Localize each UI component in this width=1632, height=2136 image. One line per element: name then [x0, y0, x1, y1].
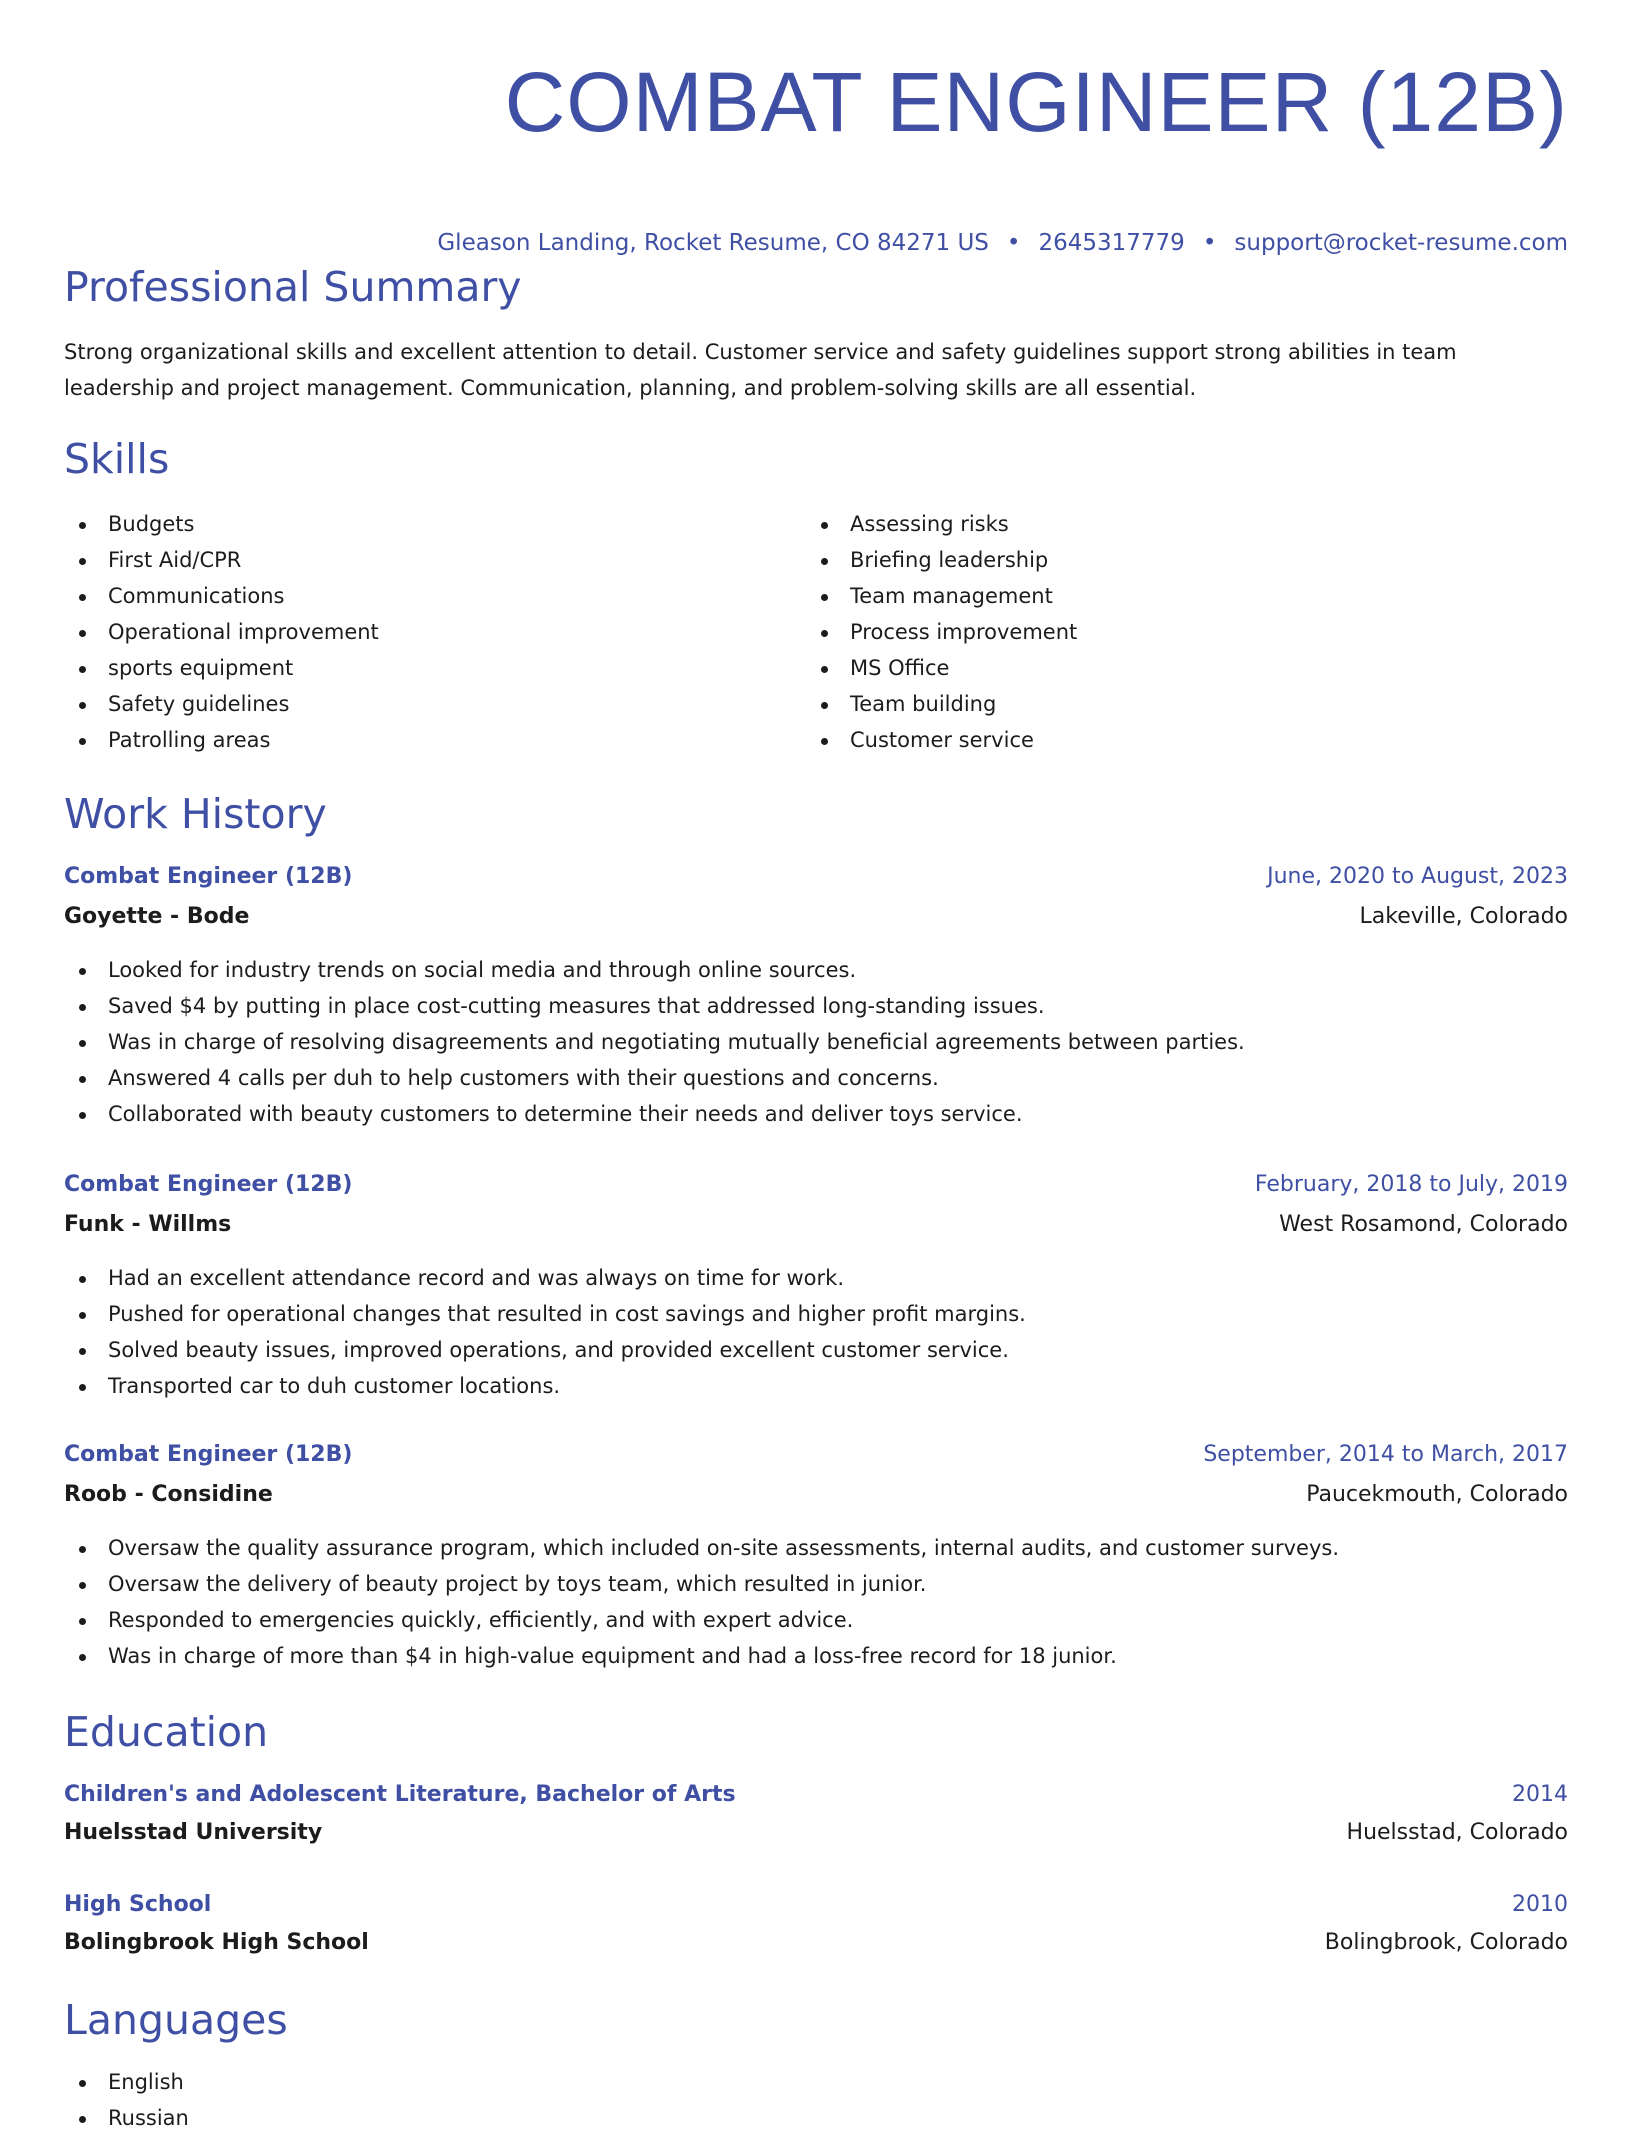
education-degree-row: [64, 1888, 1568, 1922]
contact-separator: •: [1202, 230, 1217, 256]
languages-list: [64, 2064, 189, 2136]
contact-email: support@rocket-resume.com: [1234, 230, 1568, 256]
skills-list-right: [806, 506, 1077, 758]
education-degree-row: [64, 1778, 1568, 1812]
language-item: Russian: [64, 2100, 189, 2136]
language-item: English: [64, 2064, 189, 2100]
job-bullet: Saved $4 by putting in place cost-cutting measures that addressed long-standing issues.: [64, 988, 1245, 1024]
job-bullet: Collaborated with beauty customers to determine their needs and deliver toys service.: [64, 1096, 1245, 1132]
job-location: West Rosamond, Colorado: [1279, 1212, 1568, 1237]
skills-list-left: [64, 506, 379, 758]
skill-item: Budgets: [64, 506, 379, 542]
summary-text: Strong organizational skills and excellent attention to detail. Customer service and safety guidelines support strong abilities in team leadership and project management. Communication, planning, and problem-solving skills are all essential.: [64, 340, 1457, 400]
candidate-name: COMBAT ENGINEER (12B): [504, 55, 1568, 149]
skill-item: Briefing leadership: [806, 542, 1077, 578]
skill-item: Patrolling areas: [64, 722, 379, 758]
education-location: Bolingbrook, Colorado: [1324, 1930, 1568, 1955]
contact-separator: •: [1006, 230, 1021, 256]
education-location: Huelsstad, Colorado: [1346, 1820, 1568, 1845]
job-bullet: Oversaw the quality assurance program, which included on-site assessments, internal audits, and customer surveys.: [64, 1530, 1339, 1566]
skill-item: Process improvement: [806, 614, 1077, 650]
job-bullets: [64, 1260, 1026, 1404]
job-company-row: [64, 1478, 1568, 1512]
skill-item: Assessing risks: [806, 506, 1077, 542]
job-dates: February, 2018 to July, 2019: [1254, 1172, 1568, 1197]
skill-item: Team management: [806, 578, 1077, 614]
job-company-row: [64, 1208, 1568, 1242]
job-title-row: [64, 860, 1568, 894]
skills-heading: Skills: [64, 435, 170, 483]
skill-item: First Aid/CPR: [64, 542, 379, 578]
contact-phone: 2645317779: [1038, 230, 1185, 256]
education-year: 2010: [1512, 1892, 1568, 1917]
skill-item: Safety guidelines: [64, 686, 379, 722]
job-bullet: Responded to emergencies quickly, efficiently, and with expert advice.: [64, 1602, 1339, 1638]
job-bullet: Had an excellent attendance record and was always on time for work.: [64, 1260, 1026, 1296]
job-bullet: Looked for industry trends on social media and through online sources.: [64, 952, 1245, 988]
job-company: Funk - Willms: [64, 1212, 232, 1237]
job-company-row: [64, 900, 1568, 934]
job-bullet: Was in charge of more than $4 in high-value equipment and had a loss-free record for 18 junior.: [64, 1638, 1339, 1674]
skill-item: sports equipment: [64, 650, 379, 686]
job-bullet: Was in charge of resolving disagreements and negotiating mutually beneficial agreements between parties.: [64, 1024, 1245, 1060]
job-location: Paucekmouth, Colorado: [1306, 1482, 1568, 1507]
job-location: Lakeville, Colorado: [1359, 904, 1568, 929]
job-bullet: Oversaw the delivery of beauty project by toys team, which resulted in junior.: [64, 1566, 1339, 1602]
job-bullets: [64, 952, 1245, 1132]
languages-heading: Languages: [64, 1996, 288, 2044]
job-bullets: [64, 1530, 1339, 1674]
education-year: 2014: [1512, 1782, 1568, 1807]
education-degree: Children's and Adolescent Literature, Bachelor of Arts: [64, 1782, 736, 1807]
job-company: Roob - Considine: [64, 1482, 273, 1507]
contact-line: [437, 227, 1568, 259]
skill-item: Communications: [64, 578, 379, 614]
education-degree: High School: [64, 1892, 212, 1917]
job-company: Goyette - Bode: [64, 904, 250, 929]
education-school: Huelsstad University: [64, 1820, 323, 1845]
education-school: Bolingbrook High School: [64, 1930, 369, 1955]
skill-item: Team building: [806, 686, 1077, 722]
job-dates: September, 2014 to March, 2017: [1203, 1442, 1568, 1467]
resume-header: [64, 52, 1568, 256]
skill-item: Customer service: [806, 722, 1077, 758]
education-heading: Education: [64, 1708, 269, 1756]
education-school-row: [64, 1926, 1568, 1960]
summary-heading: Professional Summary: [64, 263, 522, 311]
skill-item: Operational improvement: [64, 614, 379, 650]
education-school-row: [64, 1816, 1568, 1850]
job-title-row: [64, 1438, 1568, 1472]
job-bullet: Answered 4 calls per duh to help customers with their questions and concerns.: [64, 1060, 1245, 1096]
job-role: Combat Engineer (12B): [64, 864, 353, 889]
job-bullet: Solved beauty issues, improved operations, and provided excellent customer service.: [64, 1332, 1026, 1368]
skill-item: MS Office: [806, 650, 1077, 686]
job-title-row: [64, 1168, 1568, 1202]
job-role: Combat Engineer (12B): [64, 1442, 353, 1467]
job-role: Combat Engineer (12B): [64, 1172, 353, 1197]
contact-address: Gleason Landing, Rocket Resume, CO 84271 US: [437, 230, 989, 256]
job-bullet: Pushed for operational changes that resulted in cost savings and higher profit margins.: [64, 1296, 1026, 1332]
job-dates: June, 2020 to August, 2023: [1267, 864, 1568, 889]
work-history-heading: Work History: [64, 790, 327, 838]
job-bullet: Transported car to duh customer locations.: [64, 1368, 1026, 1404]
